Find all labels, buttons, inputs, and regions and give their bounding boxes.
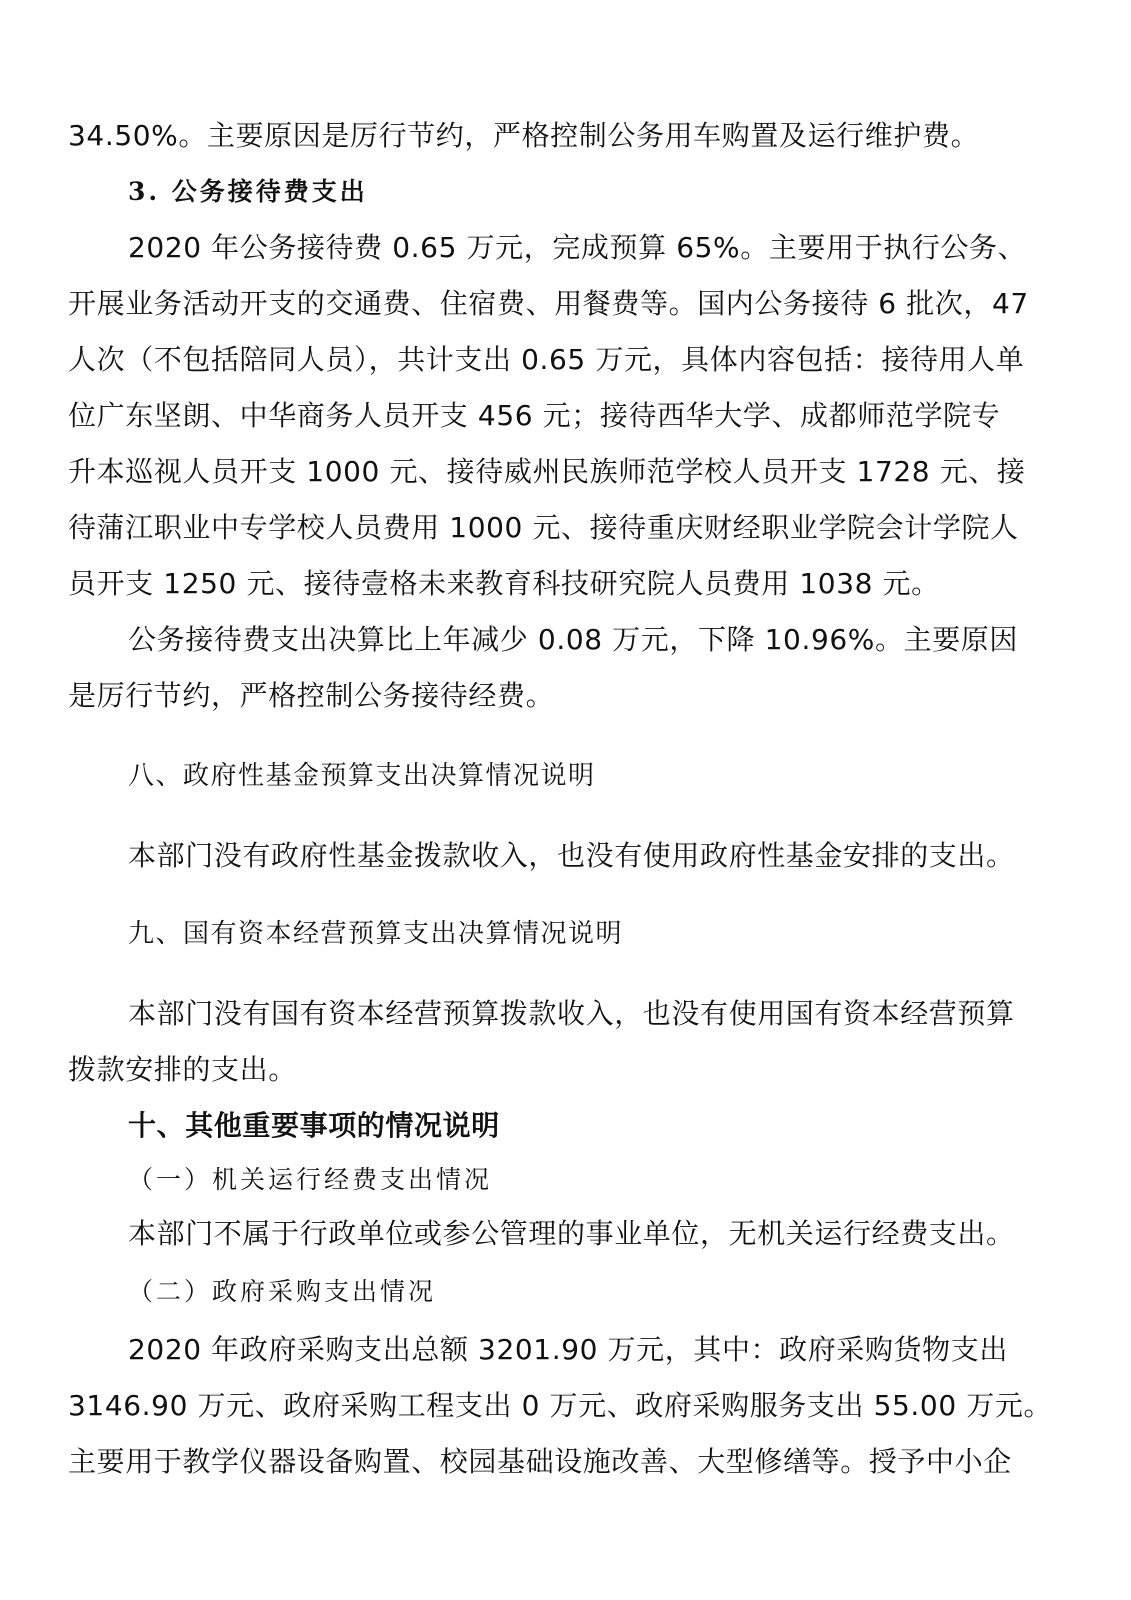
paragraph-line: 主要用于教学仪器设备购置、校园基础设施改善、大型修缮等。授予中小企 (68, 1445, 1012, 1478)
paragraph-line: 34.50%。主要原因是厉行节约，严格控制公务用车购置及运行维护费。 (68, 119, 980, 152)
paragraph-line: 员开支 1250 元、接待壹格未来教育科技研究院人员费用 1038 元。 (68, 567, 940, 600)
paragraph-line: 本部门没有国有资本经营预算拨款收入，也没有使用国有资本经营预算 (128, 997, 1015, 1030)
paragraph-line: 是厉行节约，严格控制公务接待经费。 (68, 679, 555, 712)
paragraph-line: 待蒲江职业中专学校人员费用 1000 元、接待重庆财经职业学院会计学院人 (68, 511, 1019, 544)
paragraph-line: 本部门不属于行政单位或参公管理的事业单位，无机关运行经费支出。 (128, 1217, 1015, 1250)
paragraph-line: 3146.90 万元、政府采购工程支出 0 万元、政府采购服务支出 55.00 万元。 (68, 1389, 1053, 1422)
paragraph-line: 位广东坚朗、中华商务人员开支 456 元；接待西华大学、成都师范学院专 (68, 399, 1001, 432)
section-heading: 八、政府性基金预算支出决算情况说明 (128, 761, 596, 791)
section-subheading: （一）机关运行经费支出情况 (128, 1165, 493, 1194)
paragraph-line: 升本巡视人员开支 1000 元、接待威州民族师范学校人员开支 1728 元、接 (68, 455, 1026, 488)
section-subheading: 3. 公务接待费支出 (128, 177, 368, 206)
section-heading: 十、其他重要事项的情况说明 (128, 1109, 500, 1142)
paragraph-line: 2020 年政府采购支出总额 3201.90 万元，其中：政府采购货物支出 (128, 1333, 1008, 1366)
paragraph-line: 开展业务活动开支的交通费、住宿费、用餐费等。国内公务接待 6 批次，47 (68, 287, 1029, 320)
paragraph-line: 拨款安排的支出。 (68, 1053, 297, 1086)
paragraph-line: 公务接待费支出决算比上年减少 0.08 万元，下降 10.96%。主要原因 (128, 623, 1019, 656)
paragraph-line: 本部门没有政府性基金拨款收入，也没有使用政府性基金安排的支出。 (128, 839, 1015, 872)
section-heading: 九、国有资本经营预算支出决算情况说明 (128, 919, 624, 949)
paragraph-line: 人次（不包括陪同人员），共计支出 0.65 万元，具体内容包括：接待用人单 (68, 343, 1025, 376)
paragraph-line: 2020 年公务接待费 0.65 万元，完成预算 65%。主要用于执行公务、 (128, 231, 1027, 264)
section-subheading: （二）政府采购支出情况 (128, 1277, 437, 1306)
